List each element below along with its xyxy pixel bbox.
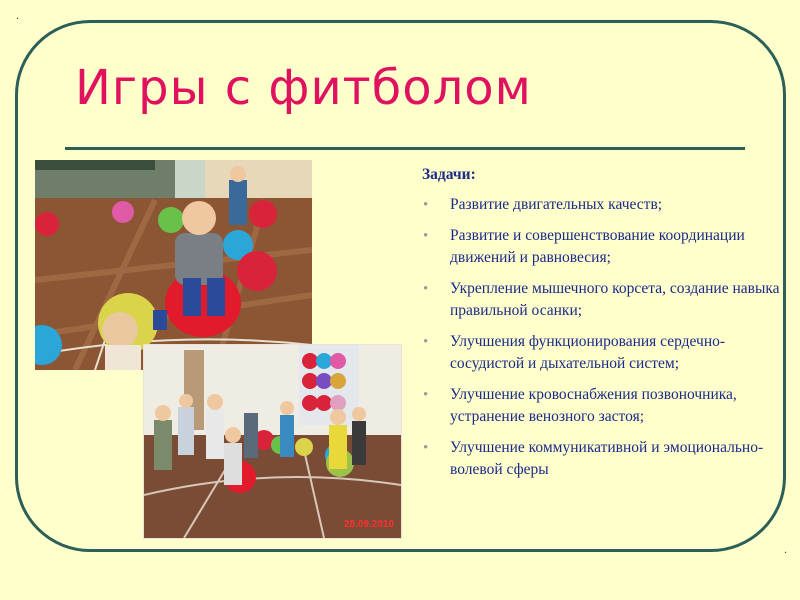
bullet-icon: • [423,281,429,297]
task-text: Улучшение коммуникативной и эмоционально-волевой сферы [450,439,764,478]
task-text: Улучшение кровоснабжения позвоночника, устранение венозного застоя; [450,386,737,425]
list-item [422,278,782,322]
bullet-icon: • [423,387,429,403]
list-item [422,384,782,428]
photo-child-on-fitball [35,160,312,370]
bullet-icon: • [423,197,429,213]
photo-date-stamp: 28.09.2010 [344,519,395,530]
tasks-heading: Задачи: [422,166,476,183]
task-text: Развитие и совершенствование координации движений и равновесия; [450,227,745,266]
photo-children-group [143,344,402,539]
list-item [422,437,782,481]
bullet-icon: • [423,440,429,456]
slide-title: Игры с фитболом [75,60,532,116]
corner-dot: . [784,545,788,556]
bullet-icon: • [423,228,429,244]
tasks-list [422,194,782,481]
list-item [422,194,782,216]
list-item [422,225,782,269]
list-item [422,331,782,375]
bullet-icon: • [423,334,429,350]
corner-dot: . [16,11,20,22]
title-underline [65,147,745,150]
task-text: Укрепление мышечного корсета, создание навыка правильной осанки; [450,280,780,319]
tasks-block [422,164,782,490]
task-text: Развитие двигательных качеств; [450,196,663,213]
task-text: Улучшения функционирования сердечно-сосудистой и дыхательной систем; [450,333,726,372]
